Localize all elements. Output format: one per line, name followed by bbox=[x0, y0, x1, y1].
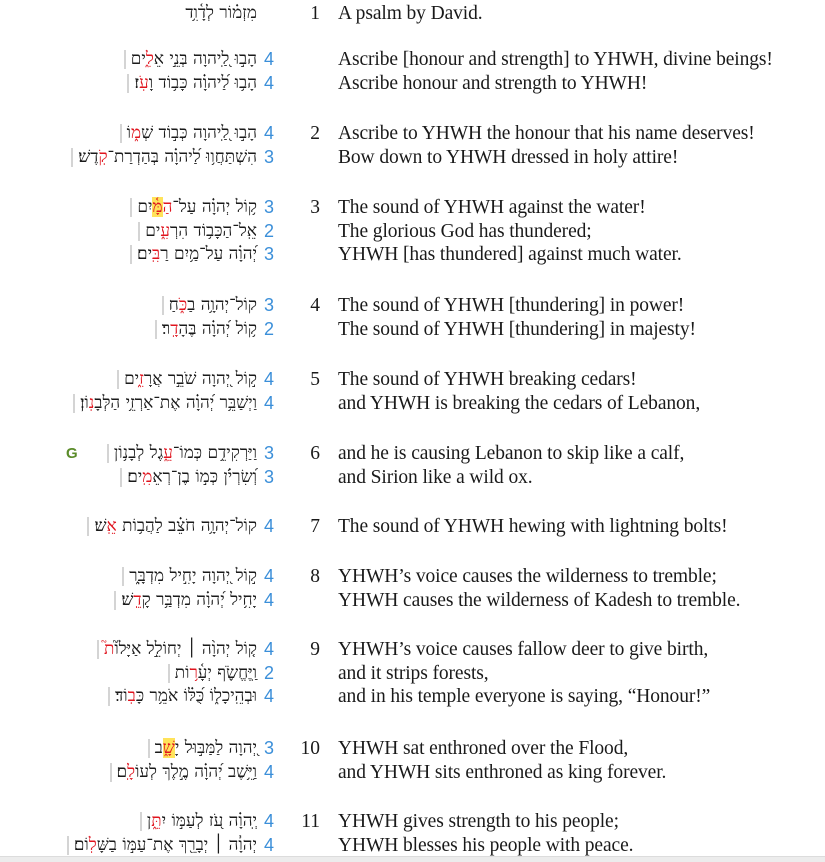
hebrew-segment: הָב֣וּ לַֽ֭יהוָה בְּנֵ֣י אֵ bbox=[153, 49, 257, 69]
hebrew-segment: ם׃ bbox=[116, 761, 128, 782]
bottom-edge-strip bbox=[0, 856, 825, 862]
hebrew-colon bbox=[138, 220, 257, 244]
verse-number: 3 bbox=[310, 197, 320, 218]
stress-count: 3 bbox=[264, 146, 275, 167]
stressed-syllable: קֹֽ bbox=[98, 146, 108, 167]
hebrew-text bbox=[127, 466, 257, 490]
hebrew-segment: ים bbox=[124, 369, 140, 389]
hebrew-text bbox=[115, 685, 257, 709]
hebrew-segment: יְ֭הוָה לַמַּבּ֣וּל יָ bbox=[174, 738, 257, 758]
stress-count: 3 bbox=[264, 197, 275, 217]
verse-number: 6 bbox=[310, 443, 320, 464]
hebrew-segment: גֶל לְבָנ֥וֹן bbox=[113, 443, 164, 463]
hebrew-colon bbox=[110, 761, 257, 785]
hebrew-segment: וֹם׃ bbox=[73, 834, 89, 855]
stressed-syllable: ר֥ bbox=[189, 662, 198, 683]
verse-line bbox=[0, 662, 825, 686]
colon-divider-bar bbox=[71, 148, 73, 167]
verse-line bbox=[0, 565, 825, 589]
stress-count: 2 bbox=[264, 220, 275, 241]
english-translation: Ascribe honour and strength to YHWH! bbox=[338, 72, 648, 94]
hebrew-colon bbox=[130, 243, 257, 267]
english-translation: Ascribe to YHWH the honour that his name deserves! bbox=[338, 123, 755, 144]
hebrew-text bbox=[175, 662, 257, 686]
hebrew-text bbox=[137, 196, 257, 220]
stressed-syllable: נֽ bbox=[88, 392, 95, 413]
verse-line bbox=[0, 122, 825, 146]
hebrew-colon bbox=[71, 146, 257, 170]
colon-divider-bar bbox=[114, 591, 116, 610]
english-translation: YHWH causes the wilderness of Kadesh to tremble. bbox=[338, 589, 741, 611]
hebrew-segment: ים bbox=[130, 49, 146, 69]
verse-line bbox=[0, 685, 825, 709]
english-translation: Ascribe [honour and strength] to YHWH, divine beings! bbox=[338, 49, 773, 70]
colon-divider-bar bbox=[110, 763, 112, 782]
english-translation: YHWH gives strength to his people; bbox=[338, 811, 619, 832]
verse-number: 11 bbox=[301, 811, 320, 832]
english-translation: and it strips forests, bbox=[338, 662, 489, 684]
hebrew-segment: יְהוָ֓ה ׀ יְבָרֵ֖ךְ אֶת־עַמּ֣וֹ בַשָּׁ bbox=[96, 834, 257, 855]
verse-group bbox=[0, 368, 825, 415]
stressed-syllable: לָֽ bbox=[127, 761, 136, 782]
verse-number: 2 bbox=[310, 123, 320, 144]
hebrew-segment: ר bbox=[129, 566, 138, 586]
stress-count: 3 bbox=[264, 466, 275, 487]
english-translation: and YHWH sits enthroned as king forever. bbox=[338, 761, 667, 783]
hebrew-segment: וְ֝שִׂרְיֹ֗ן כְּמ֣וֹ בֶן־רְאֵ bbox=[152, 466, 257, 487]
hebrew-colon bbox=[120, 122, 257, 146]
hebrew-colon bbox=[122, 565, 257, 589]
hebrew-text bbox=[117, 761, 257, 785]
verse-line bbox=[0, 761, 825, 785]
hebrew-segment: ק֥וֹל יְ֝הוָ֗ה בֶּהָ bbox=[178, 318, 257, 339]
english-translation: The sound of YHWH against the water! bbox=[338, 197, 646, 218]
stressed-syllable: לֽ bbox=[88, 834, 97, 855]
hebrew-segment: וַֽיֶּחֱשֹׂ֪ף יְעָ֫ bbox=[197, 662, 257, 683]
hebrew-text bbox=[129, 565, 257, 589]
verse-group bbox=[0, 294, 825, 341]
verse-group bbox=[0, 737, 825, 784]
colon-divider-bar bbox=[97, 640, 99, 659]
hebrew-colon bbox=[108, 685, 257, 709]
colon-divider-bar bbox=[117, 370, 119, 389]
english-translation: YHWH blesses his people with peace. bbox=[338, 834, 634, 856]
verse-line bbox=[0, 589, 825, 613]
stressed-syllable: מִֽ bbox=[142, 466, 153, 487]
verse-group bbox=[0, 196, 825, 267]
hebrew-segment: ק֥וֹל יְהוָ֗ה עַל־ bbox=[172, 197, 257, 217]
hebrew-segment: וֹת bbox=[174, 662, 190, 683]
hebrew-segment: הָב֥וּ לַ֝יהוָ֗ה כָּב֥וֹד וָ bbox=[148, 72, 257, 93]
colon-divider-bar bbox=[127, 74, 129, 93]
colon-divider-bar bbox=[130, 245, 132, 264]
verse-line bbox=[0, 466, 825, 490]
hebrew-text bbox=[121, 589, 257, 613]
stressed-syllable: ת֮ bbox=[103, 639, 115, 659]
verse-number: 10 bbox=[300, 738, 320, 759]
hebrew-text bbox=[74, 834, 257, 858]
hebrew-text bbox=[145, 220, 257, 244]
verse-group bbox=[0, 122, 825, 169]
hebrew-segment: הִשְׁתַּחֲו֥וּ לַ֝יהוָ֗ה בְּהַדְרַת־ bbox=[107, 146, 257, 167]
hebrew-segment: קוֹל־יְהוָ֥ה חֹצֵ֗ב לַהֲב֥וֹת bbox=[116, 516, 257, 536]
english-translation: YHWH sat enthroned over the Flood, bbox=[338, 738, 629, 759]
hebrew-segment: יְֽהוָ֗ה עֹ֭ז לְעַמּ֣וֹ יִ bbox=[161, 811, 257, 831]
verse-line bbox=[0, 146, 825, 170]
stress-count: 4 bbox=[264, 566, 275, 586]
stress-count: 3 bbox=[264, 738, 275, 758]
hebrew-colon bbox=[140, 810, 257, 834]
stress-count: 4 bbox=[264, 639, 275, 659]
stressed-syllable: אֵֽ bbox=[106, 516, 117, 536]
verse-line bbox=[0, 243, 825, 267]
hebrew-segment: וֹד׃ bbox=[115, 686, 128, 706]
verse-line bbox=[0, 196, 825, 220]
hebrew-colon bbox=[168, 662, 257, 686]
hebrew-segment: ר׃ bbox=[161, 318, 171, 339]
stressed-syllable: הַ bbox=[162, 197, 173, 217]
stress-count: 4 bbox=[264, 761, 275, 782]
hebrew-segment: ז׃ bbox=[134, 72, 140, 93]
verse-group bbox=[0, 638, 825, 709]
verse-number: 9 bbox=[310, 639, 320, 660]
g-badge[interactable]: G bbox=[66, 445, 78, 462]
hebrew-segment: וַיְשַׁבֵּ֥ר יְ֝הוָ֗ה אֶת־אַרְזֵ֥י הַלְּבָ bbox=[94, 392, 257, 413]
hebrew-segment: קוֹל־יְהוָ֥ה בַ bbox=[187, 295, 257, 315]
hebrew-text bbox=[155, 737, 257, 761]
hebrew-segment: אֵֽל־הַכָּב֥וֹד הִרְ bbox=[169, 220, 257, 241]
hebrew-text bbox=[131, 48, 257, 72]
stressed-syllable: תֵּ֑ bbox=[151, 811, 162, 831]
english-translation: and YHWH is breaking the cedars of Lebanon, bbox=[338, 392, 701, 414]
stress-count: 4 bbox=[264, 72, 275, 93]
colon-divider-bar bbox=[155, 320, 157, 339]
stress-count: 4 bbox=[264, 589, 275, 610]
english-translation: The sound of YHWH hewing with lightning bolts! bbox=[338, 516, 728, 537]
hebrew-text bbox=[162, 318, 257, 342]
verse-line bbox=[0, 834, 825, 858]
colon-divider-bar bbox=[148, 739, 150, 758]
verse-line bbox=[0, 810, 825, 834]
stress-count: 4 bbox=[264, 369, 275, 389]
hebrew-text bbox=[127, 122, 257, 146]
hebrew-segment: ן bbox=[146, 811, 152, 831]
hebrew-segment: יִם bbox=[137, 197, 153, 217]
verse-line bbox=[0, 368, 825, 392]
hebrew-colon bbox=[117, 368, 257, 392]
stress-count: 3 bbox=[264, 295, 275, 315]
hebrew-segment: דֶשׁ׃ bbox=[78, 146, 99, 167]
stressed-syllable: לִ֑ bbox=[145, 49, 154, 69]
verse-number: 5 bbox=[310, 369, 320, 390]
verse-line bbox=[0, 48, 825, 72]
hebrew-colon bbox=[162, 294, 257, 318]
colon-divider-bar bbox=[162, 296, 164, 315]
hebrew-segment: וַיֵּ֥שֶׁב יְ֝הוָ֗ה מֶ֣לֶךְ לְעוֹ bbox=[135, 761, 257, 782]
stressed-syllable: כֹּ֑ bbox=[178, 295, 188, 315]
verse-number: 8 bbox=[310, 566, 320, 587]
stress-count: 3 bbox=[264, 443, 275, 463]
stressed-syllable: עִ֑ bbox=[160, 220, 170, 241]
hebrew-text bbox=[169, 294, 257, 318]
verse-line bbox=[0, 2, 825, 26]
verse-group bbox=[0, 515, 825, 539]
stressed-syllable: דָֽ bbox=[170, 318, 179, 339]
hebrew-segment: ק֣וֹל יְ֭הוָה שֹׁבֵ֣ר אֲרָ bbox=[143, 369, 257, 389]
hebrew-segment: ק֣וֹל יְ֭הוָה יָחִ֣יל מִדְבָּ bbox=[137, 566, 257, 586]
colon-divider-bar bbox=[120, 468, 122, 487]
english-translation: and Sirion like a wild ox. bbox=[338, 466, 533, 488]
verse-1-superscription bbox=[0, 2, 825, 26]
highlighted-syllable: שָׁ֑ bbox=[162, 738, 175, 758]
colon-divider-bar bbox=[168, 664, 170, 683]
verse-group bbox=[0, 442, 825, 489]
verse-line bbox=[0, 220, 825, 244]
hebrew-colon bbox=[130, 196, 257, 220]
stress-count: 4 bbox=[264, 834, 275, 855]
hebrew-segment: וַיַּרְקִידֵ֥ם כְּמוֹ־ bbox=[172, 443, 257, 463]
hebrew-segment: ים bbox=[145, 220, 161, 241]
stress-count: 4 bbox=[264, 686, 275, 706]
colon-divider-bar bbox=[87, 517, 89, 536]
hebrew-segment: וֹ bbox=[126, 123, 131, 143]
english-translation: The sound of YHWH [thundering] in majesty! bbox=[338, 318, 696, 340]
hebrew-segment: וּבְהֵֽיכָל֑וֹ כֻּ֝לּ֗וֹ אֹמֵ֥ר כָּ bbox=[135, 686, 257, 706]
english-translation: and he is causing Lebanon to skip like a calf, bbox=[338, 443, 685, 464]
hebrew-segment: יָחִ֥יל יְ֝הוָ֗ה מִדְבַּ֥ר קָ bbox=[141, 589, 257, 610]
hebrew-colon bbox=[127, 72, 257, 96]
stressed-syllable: עֹֽ bbox=[139, 72, 149, 93]
verse-number: 7 bbox=[310, 516, 320, 537]
english-translation: The sound of YHWH [thundering] in power! bbox=[338, 295, 685, 316]
stressed-syllable: דֵֽ bbox=[133, 589, 142, 610]
verse-line bbox=[0, 72, 825, 96]
english-translation: Bow down to YHWH dressed in holy attire! bbox=[338, 146, 679, 168]
english-translation: YHWH’s voice causes the wilderness to tremble; bbox=[338, 566, 717, 587]
english-translation: YHWH’s voice causes fallow deer to give birth, bbox=[338, 639, 709, 660]
hebrew-colon bbox=[155, 318, 257, 342]
colon-divider-bar bbox=[108, 687, 110, 706]
hebrew-colon bbox=[120, 466, 257, 490]
hebrew-colon bbox=[67, 834, 257, 858]
stress-count: 2 bbox=[264, 318, 275, 339]
stress-count: 4 bbox=[264, 516, 275, 536]
verse-group bbox=[0, 810, 825, 857]
colon-divider-bar bbox=[120, 124, 122, 143]
stress-count: 4 bbox=[264, 49, 275, 69]
english-translation: and in his temple everyone is saying, “Honour!” bbox=[338, 686, 711, 707]
colon-divider-bar bbox=[140, 812, 142, 831]
stress-count: 3 bbox=[264, 244, 275, 264]
hebrew-superscription: מִזְמ֗וֹר לְדָ֫וִ֥ד bbox=[185, 3, 257, 23]
verse-line bbox=[0, 515, 825, 539]
hebrew-colon bbox=[124, 48, 257, 72]
stress-count: 4 bbox=[264, 392, 275, 413]
verse-line bbox=[0, 318, 825, 342]
hebrew-segment: וֹן׃ bbox=[80, 392, 89, 413]
hebrew-colon bbox=[87, 515, 257, 539]
colon-divider-bar bbox=[67, 836, 69, 855]
hebrew-segment: הָב֣וּ לַֽ֭יהוָה כְּב֣וֹד שְׁ bbox=[141, 123, 257, 143]
hebrew-text bbox=[80, 392, 257, 416]
english-translation: The sound of YHWH breaking cedars! bbox=[338, 369, 637, 390]
verse-line bbox=[0, 294, 825, 318]
verse-number: 4 bbox=[310, 295, 320, 316]
verse-line bbox=[0, 392, 825, 416]
hebrew-text bbox=[137, 243, 257, 267]
stressed-syllable: בִּֽ bbox=[152, 244, 161, 264]
stress-count: 4 bbox=[264, 123, 275, 143]
english-translation: YHWH [has thundered] against much water. bbox=[338, 244, 682, 265]
hebrew-text bbox=[124, 368, 257, 392]
stress-count: 4 bbox=[264, 811, 275, 831]
hebrew-segment: שׁ׃ bbox=[121, 589, 134, 610]
hebrew-text bbox=[147, 810, 257, 834]
english-translation: A psalm by David. bbox=[338, 3, 483, 24]
hebrew-colon bbox=[148, 737, 257, 761]
stressed-syllable: עֵ֑ bbox=[163, 443, 173, 463]
verse-group bbox=[0, 565, 825, 612]
hebrew-colon bbox=[97, 638, 257, 662]
hebrew-colon bbox=[114, 589, 257, 613]
colon-divider-bar bbox=[130, 198, 132, 217]
hebrew-segment: ב bbox=[154, 738, 163, 758]
hebrew-text bbox=[94, 515, 257, 539]
hebrew-segment: ים׃ bbox=[127, 466, 143, 487]
hebrew-colon bbox=[107, 442, 257, 466]
verse-group bbox=[0, 48, 825, 95]
verse-line bbox=[0, 638, 825, 662]
hebrew-segment: ק֤וֹל יְהוָ֨ה ׀ יְחוֹלֵ֣ל אַיָּל֮וֹ bbox=[114, 639, 257, 659]
colon-divider-bar bbox=[107, 444, 109, 463]
hebrew-text bbox=[78, 146, 257, 170]
english-translation: The glorious God has thundered; bbox=[338, 220, 592, 242]
highlighted-syllable: מָּ֫ bbox=[152, 197, 163, 217]
stress-count: 2 bbox=[264, 662, 275, 683]
verse-number: 1 bbox=[310, 3, 320, 24]
stressed-syllable: בֽ bbox=[127, 686, 136, 706]
hebrew-text bbox=[104, 638, 257, 662]
stressed-syllable: זִ֑ bbox=[139, 369, 144, 389]
stressed-syllable: מ֑ bbox=[131, 123, 142, 143]
hebrew-segment: חַ bbox=[168, 295, 179, 315]
colon-divider-bar bbox=[138, 222, 140, 241]
hebrew-segment: שׁ׃ bbox=[94, 516, 107, 536]
hebrew-colon bbox=[73, 392, 257, 416]
hebrew-segment: יְ֝הוָ֗ה עַל־מַ֥יִם רַ bbox=[160, 244, 257, 264]
colon-divider-bar bbox=[73, 394, 75, 413]
hebrew-text bbox=[114, 442, 257, 466]
hebrew-segment: ים׃ bbox=[136, 244, 153, 264]
verse-line bbox=[0, 442, 825, 466]
colon-divider-bar bbox=[124, 50, 126, 69]
colon-divider-bar bbox=[122, 567, 124, 586]
verse-line bbox=[0, 737, 825, 761]
hebrew-text bbox=[134, 72, 257, 96]
